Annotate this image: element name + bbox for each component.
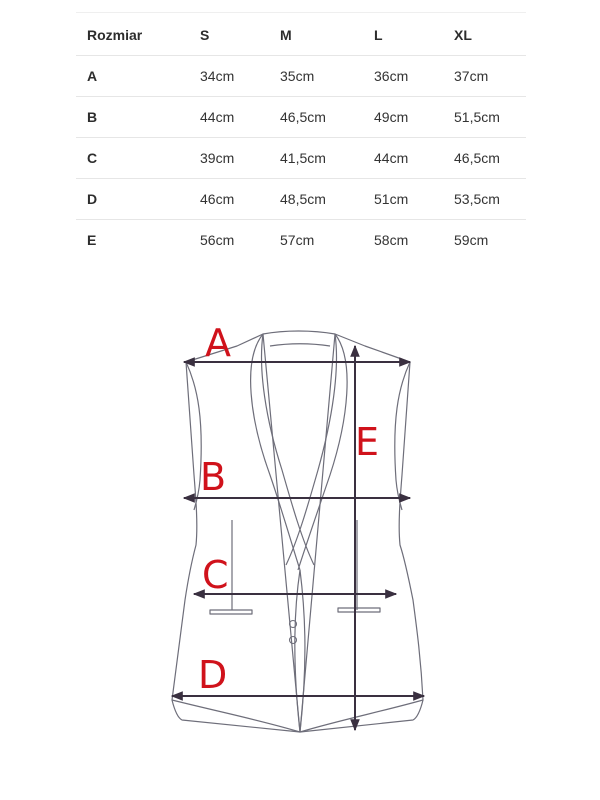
row-label: A	[76, 56, 189, 97]
header-size: Rozmiar	[76, 15, 189, 56]
button-icon	[290, 637, 297, 644]
vest-diagram	[0, 300, 600, 770]
table-cell: 34cm	[189, 56, 269, 97]
row-label: D	[76, 179, 189, 220]
table-cell: 46,5cm	[269, 97, 363, 138]
table-cell: 44cm	[363, 138, 443, 179]
table-cell: 51cm	[363, 179, 443, 220]
table-cell: 51,5cm	[443, 97, 526, 138]
label-e: E	[355, 420, 380, 464]
table-cell: 46cm	[189, 179, 269, 220]
size-table	[76, 15, 526, 260]
table-cell: 36cm	[363, 56, 443, 97]
table-cell: 53,5cm	[443, 179, 526, 220]
header-xl: XL	[443, 15, 526, 56]
table-row	[76, 220, 526, 261]
top-divider	[76, 12, 526, 13]
table-cell: 57cm	[280, 232, 315, 248]
row-label: B	[76, 97, 189, 138]
row-label: E	[87, 232, 97, 248]
label-c: C	[202, 553, 229, 597]
table-cell: 35cm	[269, 56, 363, 97]
table-cell: 41,5cm	[269, 138, 363, 179]
row-label: C	[76, 138, 189, 179]
table-cell: 37cm	[443, 56, 526, 97]
table-row	[76, 179, 526, 220]
label-a: A	[205, 321, 231, 365]
label-b: B	[200, 455, 227, 499]
table-cell: 46,5cm	[443, 138, 526, 179]
table-cell: 58cm	[374, 232, 409, 248]
header-m: M	[269, 15, 363, 56]
table-cell: 59cm	[454, 232, 489, 248]
table-row	[76, 97, 526, 138]
table-cell: 48,5cm	[269, 179, 363, 220]
header-s: S	[189, 15, 269, 56]
table-cell: 56cm	[200, 232, 235, 248]
label-d: D	[198, 653, 228, 697]
table-cell: 49cm	[363, 97, 443, 138]
header-l: L	[363, 15, 443, 56]
table-row	[76, 138, 526, 179]
size-table-header-row	[76, 15, 526, 56]
table-row	[76, 56, 526, 97]
table-cell: 44cm	[189, 97, 269, 138]
table-cell: 39cm	[189, 138, 269, 179]
